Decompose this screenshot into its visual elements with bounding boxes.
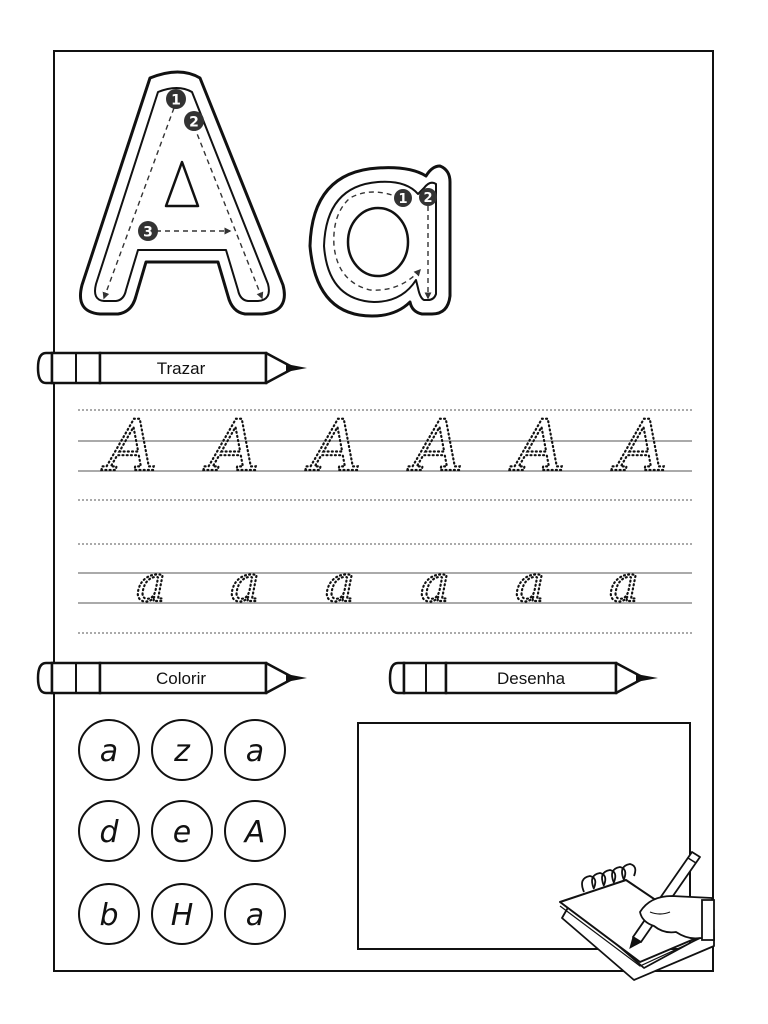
circle-letter: b (99, 898, 119, 933)
trace-letter: A (208, 405, 260, 487)
trace-letter: A (106, 405, 158, 487)
section-label-color: Colorir (155, 669, 207, 688)
letter-circle[interactable] (79, 884, 139, 944)
circle-letter: z (174, 734, 190, 769)
circle-letter: a (245, 734, 265, 769)
letter-circle[interactable] (152, 801, 212, 861)
trace-row-lower (136, 555, 639, 613)
step-number: 3 (143, 224, 153, 241)
trace-letter: A (412, 405, 464, 487)
trace-letter: A (310, 405, 362, 487)
step-badge (184, 111, 204, 131)
trace-letter: a (515, 555, 545, 613)
step-number: 1 (171, 92, 181, 109)
circle-letter: H (170, 898, 194, 933)
trace-letter: a (136, 555, 166, 613)
letter-circle[interactable] (225, 801, 285, 861)
step-number: 1 (398, 192, 408, 207)
step-badge (166, 89, 186, 109)
letter-circle[interactable] (152, 884, 212, 944)
letter-circle[interactable] (79, 720, 139, 780)
trace-letter: a (420, 555, 450, 613)
trace-letter: A (514, 405, 566, 487)
step-number: 2 (423, 191, 433, 206)
circle-letter: e (172, 815, 192, 850)
step-badge (138, 221, 158, 241)
pencil-banner-draw (390, 663, 658, 693)
circle-letter: a (245, 898, 265, 933)
pencil-banner-trace (38, 353, 307, 383)
handwriting-lines-lower (78, 544, 692, 633)
letter-circle[interactable] (152, 720, 212, 780)
step-badge (419, 188, 437, 206)
step-badge (394, 189, 412, 207)
handwriting-lines-upper (78, 410, 692, 500)
letter-circle[interactable] (225, 720, 285, 780)
big-letter-upper-a (80, 72, 284, 314)
trace-row-upper (101, 405, 668, 487)
section-label-trace: Trazar (156, 359, 206, 378)
step-number: 2 (189, 114, 199, 131)
trace-letter: a (230, 555, 260, 613)
trace-letter: a (325, 555, 355, 613)
trace-letter: a (609, 555, 639, 613)
circle-letter: d (99, 815, 119, 850)
section-label-draw: Desenha (496, 669, 566, 688)
pencil-banner-color (38, 663, 307, 693)
circle-letter: a (99, 734, 119, 769)
letter-circle[interactable] (225, 884, 285, 944)
trace-letter: A (616, 405, 668, 487)
circle-letter: A (244, 815, 266, 850)
letter-circles-grid (79, 720, 285, 944)
letter-circle[interactable] (79, 801, 139, 861)
